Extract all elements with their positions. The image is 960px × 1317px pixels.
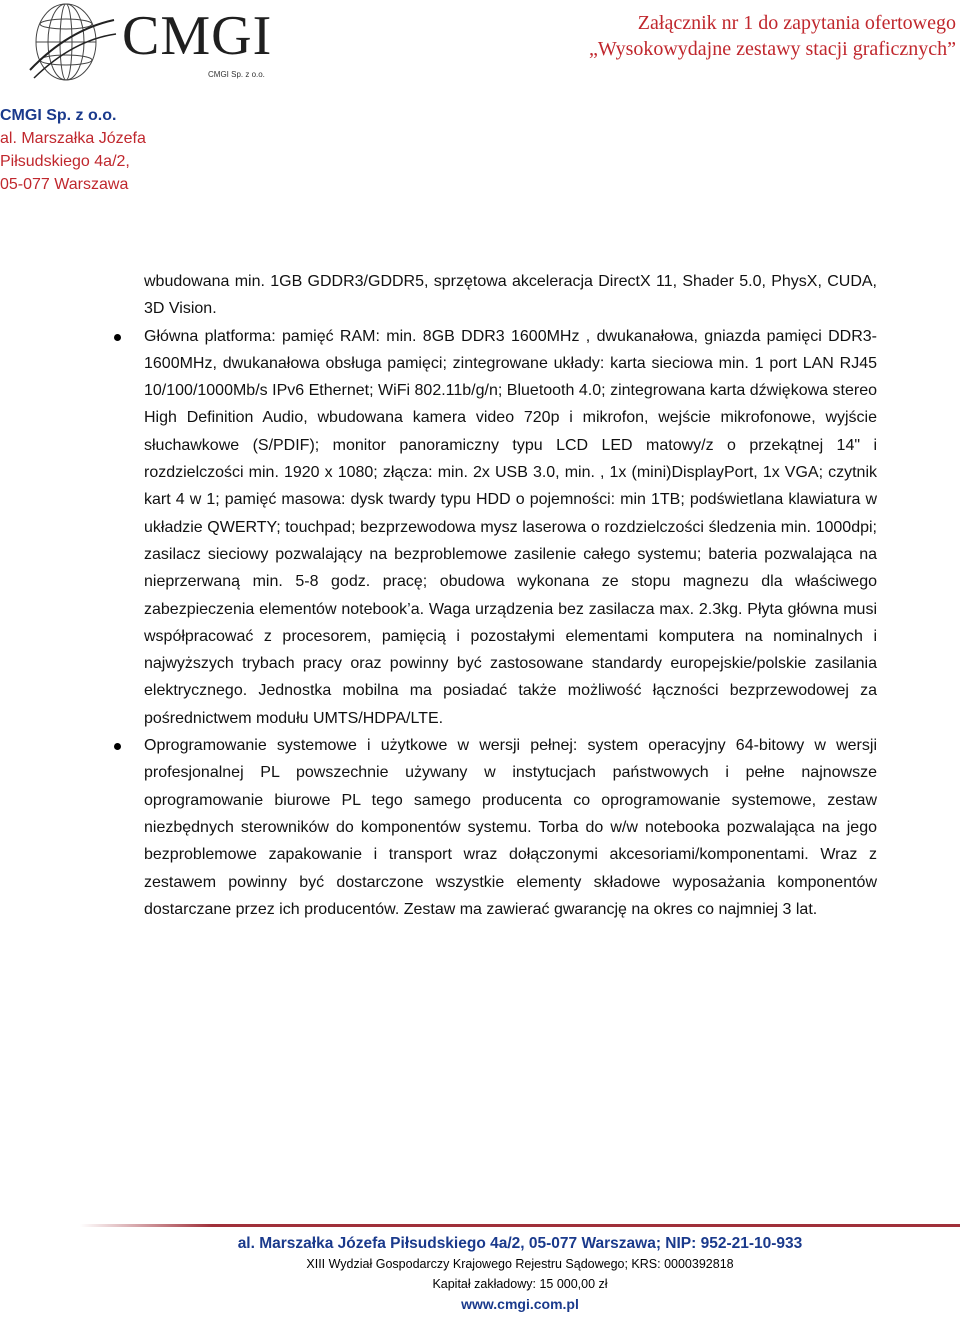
inquiry-subject: „Wysokowydajne zestawy stacji graficznych” bbox=[589, 38, 956, 60]
main-platform-text bbox=[144, 323, 877, 732]
footer-website-link[interactable]: www.cmgi.com.pl bbox=[461, 1296, 579, 1312]
company-logo bbox=[28, 0, 288, 86]
footer-divider bbox=[80, 1224, 960, 1227]
footer-capital: Kapitał zakładowy: 15 000,00 zł bbox=[432, 1277, 608, 1291]
bullet-icon bbox=[114, 743, 121, 750]
attachment-title: Załącznik nr 1 do zapytania ofertowego bbox=[637, 12, 956, 34]
address-street-1: al. Marszałka Józefa bbox=[0, 130, 146, 147]
main-platform-label: Główna platforma: bbox=[144, 327, 276, 345]
company-name: CMGI Sp. z o.o. bbox=[0, 107, 117, 124]
list-item-software bbox=[144, 732, 877, 923]
footer-address: al. Marszałka Józefa Piłsudskiego 4a/2, 05-077 Warszawa; NIP: 952-21-10-933 bbox=[237, 1235, 803, 1252]
document-body bbox=[144, 268, 877, 923]
main-platform-description: pamięć RAM: min. 8GB DDR3 1600MHz , dwukanałowa, gniazda pamięci DDR3-1600MHz, dwukanałowa obsługa pamięci; zintegrowane układy: karta sieciowa min. 1 port LAN RJ45 10/100/1000Mb/s IPv6 Ethernet; WiFi 802.11b/g/n; Bluetooth 4.0; zintegrowana karta dźwiękowa stereo High Definition Audio, wbudowana kamera video 720p i mikrofon, wejście mikrofonowe, wyjście słuchawkowe (S/PDIF); monitor panoramiczny typu LCD LED matowy/z o przekątnej 14" i rozdzielczości min. 1920 x 1080; złącza: min. 2x USB 3.0, min. , 1x (mini)DisplayPort, 1x VGA; czytnik kart 4 w 1; pamięć masowa: dysk twardy typu HDD o pojemności: min 1TB; podświetlana klawiatura w układzie QWERTY; touchpad; bezprzewodowa mysz laserowa o rozdzielczości śledzenia min. 1000dpi; zasilacz sieciowy pozwalający na bezproblemowe zasilenie całego systemu; bateria pozwalająca na nieprzerwaną min. 5-8 godz. pracę; obudowa wykonana ze stopu magnezu dla właściwego zabezpieczenia elementów notebook’a. Waga urządzenia bez zasilacza max. 2.3kg. Płyta główna musi współpracować z procesorem, pamięcią i pozostałymi elementami komputera na nominalnych i najwyższych trybach pracy oraz powinny być zastosowane standardy europejskie/polskie zasilania elektrycznego. Jednostka mobilna ma posiadać także możliwość łączności bezprzewodowej za pośrednictwem modułu UMTS/HDPA/LTE. bbox=[144, 327, 878, 727]
footer-registry: XIII Wydział Gospodarczy Krajowego Rejestru Sądowego; KRS: 0000392818 bbox=[306, 1257, 734, 1271]
address-city: 05-077 Warszawa bbox=[0, 176, 129, 193]
bullet-icon bbox=[114, 334, 121, 341]
document-header bbox=[589, 10, 956, 62]
software-text: Oprogramowanie systemowe i użytkowe w wersji pełnej: system operacyjny 64-bitowy w wersji profesjonalnej PL powszechnie używany w instytucjach państwowych i pełne najnowsze oprogramowanie biurowe PL tego samego producenta co oprogramowanie systemowe, zestaw niezbędnych sterowników do komponentów systemu. Torba do w/w notebooka pozwalająca na jego bezproblemowe zapakowanie i transport wraz dołączonymi akcesoriami/komponentami. Wraz z zestawem powinny być dostarczone wszystkie elementy składowe wyposażania komponentów dostarczane przez ich producentów. Zestaw ma zawierać gwarancję na okres co najmniej 3 lat. bbox=[144, 737, 877, 918]
logo-text: CMGI bbox=[122, 5, 273, 67]
list-item-main-platform bbox=[144, 323, 877, 732]
address-street-2: Piłsudskiego 4a/2, bbox=[0, 153, 130, 170]
paragraph-graphics-card: wbudowana min. 1GB GDDR3/GDDR5, sprzętowa akceleracja DirectX 11, Shader 5.0, PhysX, CUDA, 3D Vision. bbox=[144, 273, 877, 318]
globe-icon bbox=[28, 0, 118, 86]
address-block bbox=[0, 104, 146, 196]
logo-subtext: CMGI Sp. z o.o. bbox=[208, 70, 265, 79]
